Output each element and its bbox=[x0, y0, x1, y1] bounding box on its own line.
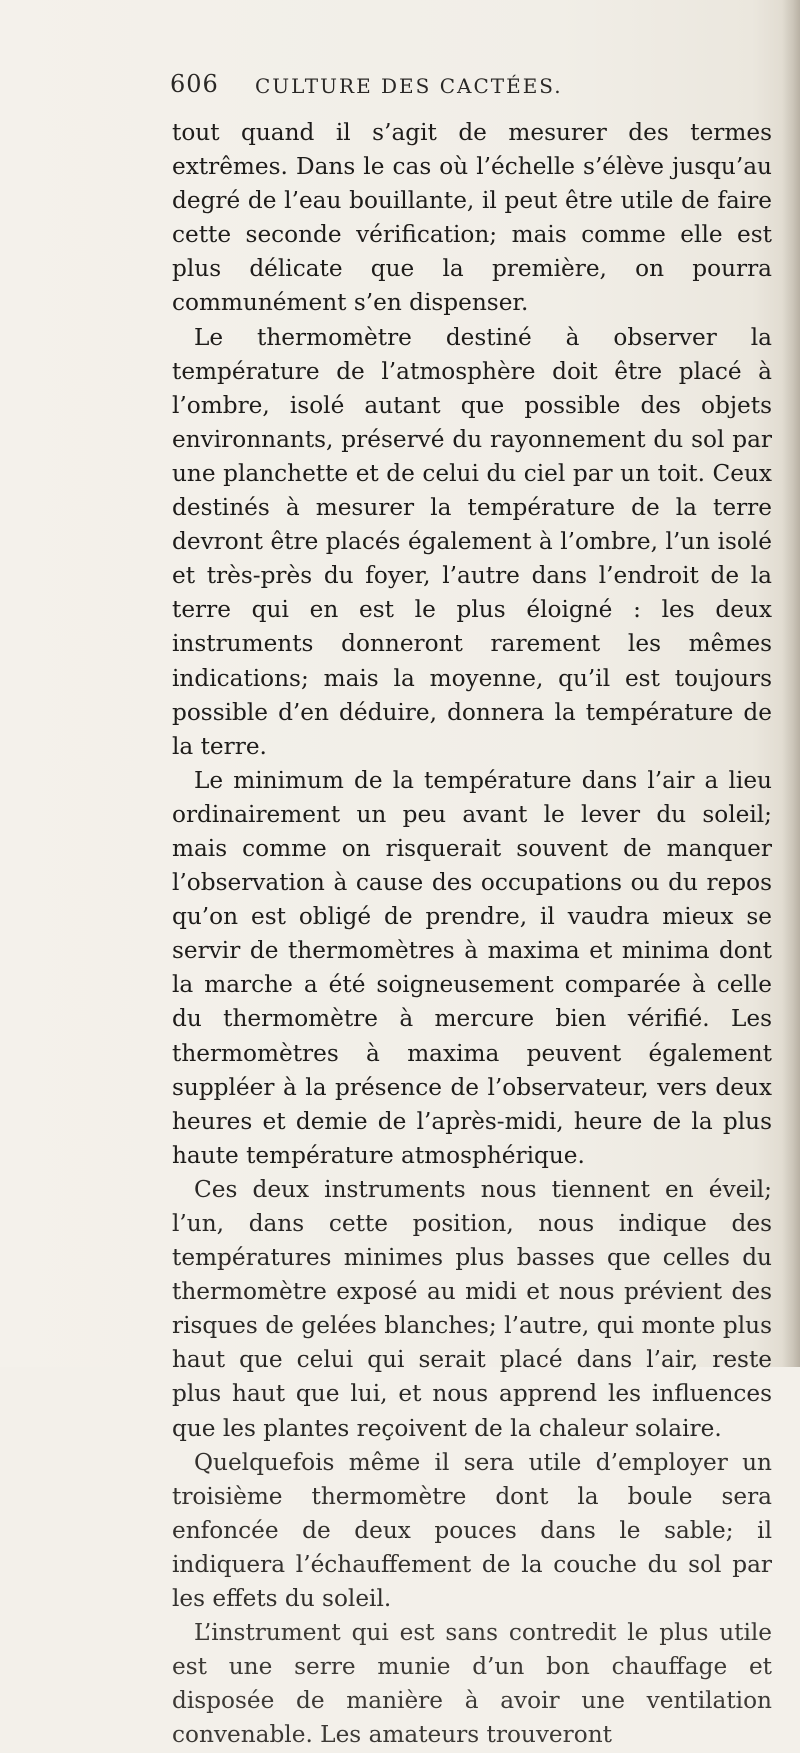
page-number: 606 bbox=[170, 70, 219, 98]
paragraph-third-thermometer: Quelquefois même il sera utile d’employer un troisième thermomètre dont la boule sera enfoncée de deux pouces dans le sable; il indiquera l’échauffement de la couche du sol par les effets du soleil. bbox=[172, 1448, 772, 1613]
paragraph-minimum-temperature: Le minimum de la température dans l’air a lieu ordinairement un peu avant le lever du soleil; mais comme on risquerait souvent de manquer l’observation à cause des occupations ou du repos qu’on est obligé de prendre, il vaudra mieux se servir de thermomètres à maxima et minima dont la marche a été soigneusement comparée à celle du thermomètre à mercure bien vérifié. Les thermomètres à maxima peuvent également suppléer à la présence de l’observateur, vers deux heures et demie de l’après-midi, heure de la plus haute température atmosphérique. bbox=[172, 766, 772, 1169]
paragraph-thermometer-placement: Le thermomètre destiné à observer la température de l’atmosphère doit être placé à l’ombre, isolé autant que possible des objets environnants, préservé du rayonnement du sol par une planchette et de celui du ciel par un toit. Ceux destinés à mesurer la température de la terre devront être placés également à l’ombre, l’un isolé et très-près du foyer, l’autre dans l’endroit de la terre qui en est le plus éloigné : les deux instruments donneront rarement les mêmes indications; mais la moyenne, qu’il est toujours possible d’en déduire, donnera la température de la terre. bbox=[172, 323, 772, 760]
paragraph-greenhouse: L’instrument qui est sans contredit le plus utile est une serre munie d’un bon chauffage et disposée de manière à avoir une ventilation convenable. Les amateurs trouveront bbox=[172, 1619, 772, 1749]
running-head: CULTURE DES CACTÉES. bbox=[255, 74, 563, 98]
page-header bbox=[170, 70, 770, 110]
paragraph-two-instruments: Ces deux instruments nous tiennent en éveil; l’un, dans cette position, nous indique des températures minimes plus basses que celles du thermomètre exposé au midi et nous prévient des risques de gelées blanches; l’autre, qui monte plus haut que celui qui serait placé dans l’air, reste plus haut que lui, et nous apprend les influences que les plantes reçoivent de la chaleur solaire. bbox=[172, 1175, 772, 1442]
page-edge-shadow bbox=[782, 0, 800, 1367]
body-text bbox=[172, 116, 772, 1753]
paragraph-continuation: tout quand il s’agit de mesurer des termes extrêmes. Dans le cas où l’échelle s’élève jusqu’au degré de l’eau bouillante, il peut être utile de faire cette seconde vérification; mais comme elle est plus délicate que la première, on pourra communément s’en dispenser. bbox=[172, 119, 772, 317]
